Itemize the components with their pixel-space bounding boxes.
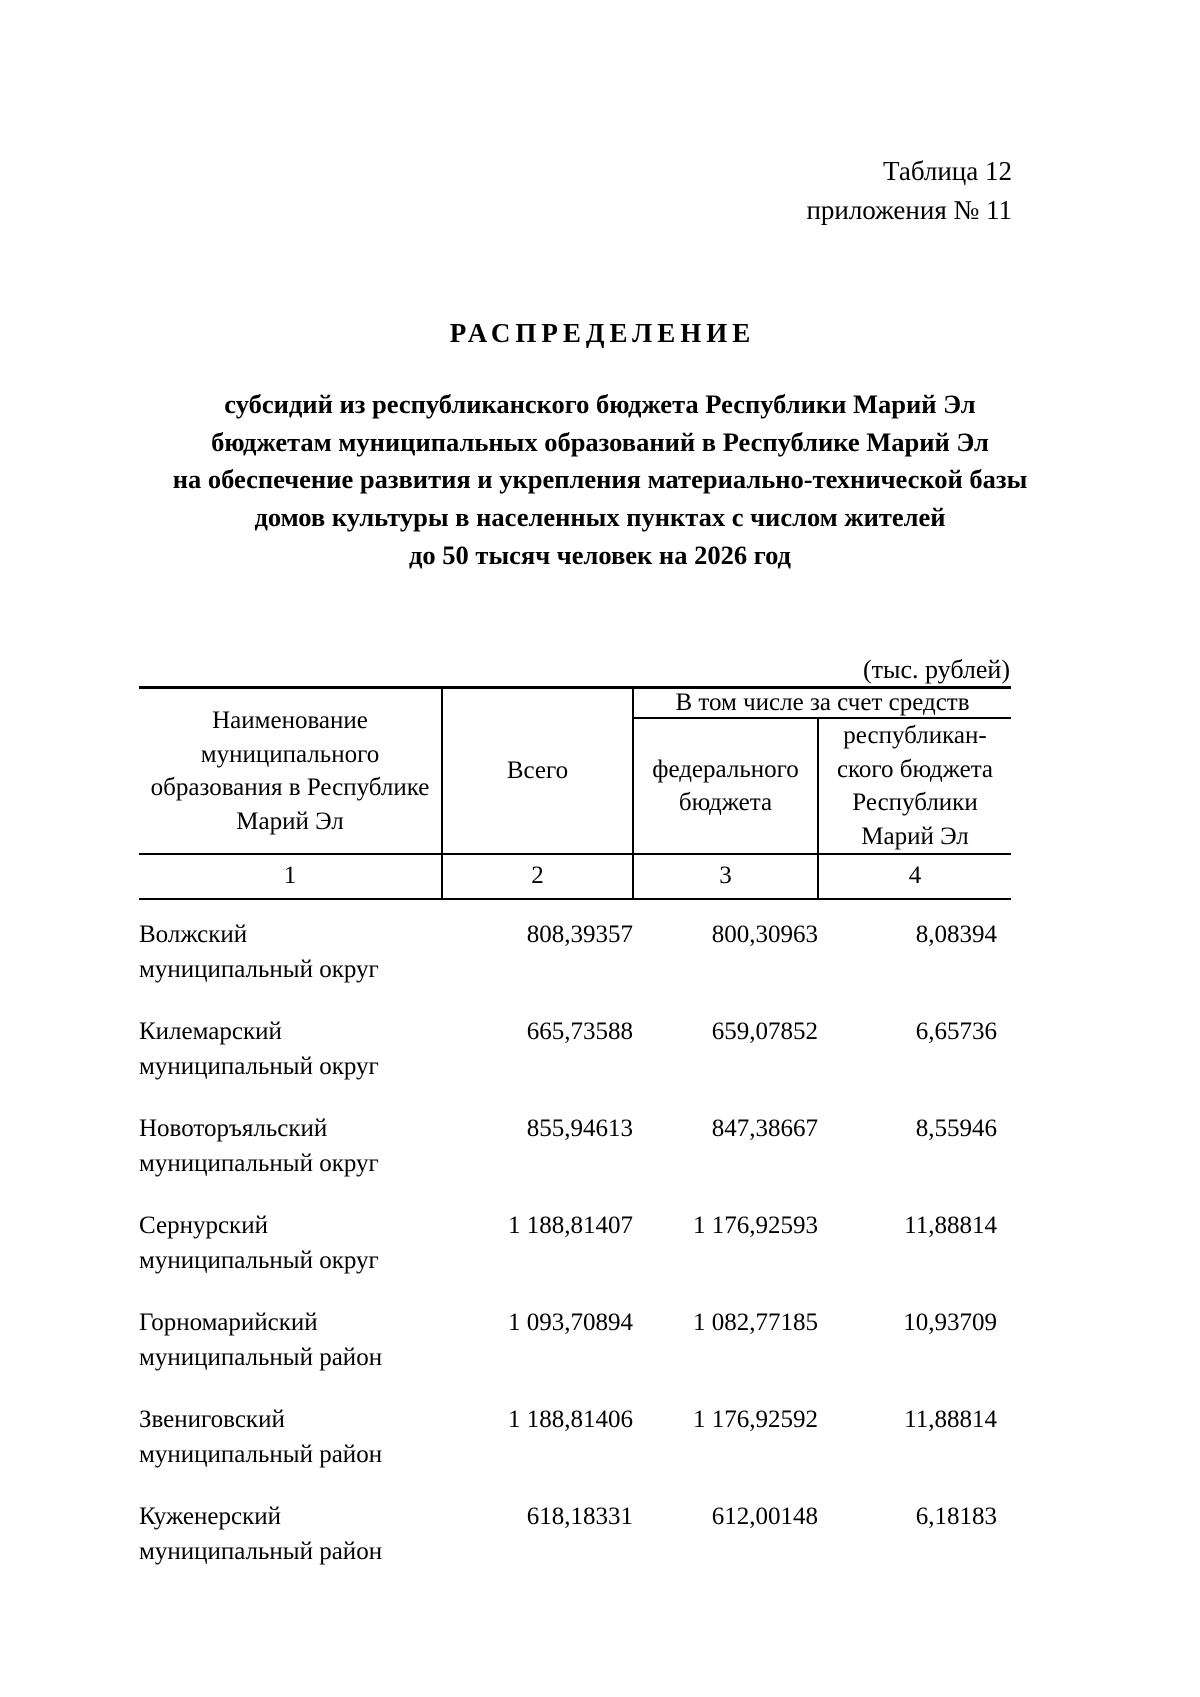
distribution-table-wrapper <box>139 686 1011 1579</box>
row-federal-value: 847,38667 <box>711 1115 818 1142</box>
header-municipality-line-4: Марий Эл <box>236 807 344 835</box>
table-head <box>139 688 1011 900</box>
municipality-name-line-1: Горномарийский <box>139 1309 318 1336</box>
row-municipality-name <box>139 1094 442 1191</box>
municipality-name-line-2: муниципальный район <box>139 1440 383 1468</box>
municipality-name-line-2: муниципальный округ <box>139 955 379 983</box>
header-republican-line-3: Республики <box>852 789 978 816</box>
header-municipality-line-3: образования в Республике <box>150 774 430 801</box>
header-municipality-line-2: муниципального <box>200 740 380 768</box>
row-republican-value: 11,88814 <box>904 1212 997 1239</box>
header-row-top <box>139 688 1011 719</box>
row-total-value: 1 188,81406 <box>508 1406 633 1433</box>
header-municipality-line-1: Наименование <box>212 707 368 734</box>
row-municipality-name <box>139 899 442 997</box>
header-republican-line-1: республикан- <box>843 722 987 749</box>
table-row <box>139 1191 1011 1288</box>
row-municipality-name <box>139 1288 442 1385</box>
page-title: РАСПРЕДЕЛЕНИЕ <box>449 318 756 348</box>
row-total-value: 1 093,70894 <box>508 1309 633 1336</box>
row-republican-value: 6,65736 <box>915 1018 997 1045</box>
row-republican-value: 8,08394 <box>915 921 997 948</box>
municipality-name-line-1: Куженерский <box>139 1503 281 1530</box>
row-republican-value: 6,18183 <box>915 1503 997 1530</box>
row-republican-value: 10,93709 <box>903 1309 997 1336</box>
column-number-3: 3 <box>633 854 818 899</box>
row-federal-value: 800,30963 <box>711 921 818 948</box>
municipality-name-line-2: муниципальный округ <box>139 1149 379 1177</box>
row-total-value: 1 188,81407 <box>508 1212 633 1239</box>
row-federal-value: 659,07852 <box>711 1018 818 1045</box>
municipality-name-line-1: Волжский <box>139 921 248 948</box>
table-row <box>139 997 1011 1094</box>
header-republican-line-2: ского бюджета <box>836 755 994 783</box>
municipality-name-line-1: Килемарский <box>139 1018 282 1045</box>
table-body <box>139 899 1011 1579</box>
column-number-2: 2 <box>442 854 633 899</box>
table-number: Таблица 12 <box>883 156 1012 186</box>
subtitle-line-2: бюджетам муниципальных образований в Республике Марий Эл <box>211 426 989 457</box>
header-total: Всего <box>442 688 633 855</box>
row-total-value: 808,39357 <box>526 921 633 948</box>
row-total-value: 665,73588 <box>526 1018 633 1045</box>
header-municipality <box>139 688 442 855</box>
row-federal-value: 612,00148 <box>711 1503 818 1530</box>
appendix-number: приложения № 11 <box>806 195 1012 226</box>
municipality-name-line-2: муниципальный округ <box>139 1246 379 1274</box>
header-federal-line-2: бюджета <box>678 789 773 816</box>
subtitle-line-5: до 50 тысяч человек на 2026 год <box>409 539 791 570</box>
municipality-name-line-1: Сернурский <box>139 1212 268 1239</box>
row-total-value: 618,18331 <box>526 1503 633 1530</box>
municipality-name-line-1: Звениговский <box>139 1406 285 1433</box>
table-row <box>139 899 1011 997</box>
row-federal-value: 1 082,77185 <box>693 1309 818 1336</box>
header-federal-budget <box>633 718 818 854</box>
subtitle-line-4: домов культуры в населенных пунктах с числом жителей <box>254 501 946 532</box>
table-row <box>139 1288 1011 1385</box>
header-republican-budget <box>818 718 1011 854</box>
distribution-table <box>139 686 1011 1579</box>
row-municipality-name <box>139 1385 442 1482</box>
column-number-4: 4 <box>818 854 1011 899</box>
row-municipality-name <box>139 1482 442 1579</box>
municipality-name-line-2: муниципальный округ <box>139 1052 379 1080</box>
table-row <box>139 1385 1011 1482</box>
row-municipality-name <box>139 997 442 1094</box>
subtitle-line-3: на обеспечение развития и укрепления материально-технической базы <box>172 464 1028 495</box>
row-republican-value: 11,88814 <box>904 1406 997 1433</box>
row-republican-value: 8,55946 <box>915 1115 997 1142</box>
subtitle-line-1: субсидий из республиканского бюджета Республики Марий Эл <box>224 389 976 419</box>
header-federal-line-1: федерального <box>652 755 799 783</box>
column-number-1: 1 <box>139 854 442 899</box>
row-total-value: 855,94613 <box>526 1115 633 1142</box>
row-federal-value: 1 176,92593 <box>693 1212 818 1239</box>
municipality-name-line-2: муниципальный район <box>139 1343 383 1371</box>
header-group-sources: В том числе за счет средств <box>633 688 1011 719</box>
table-row <box>139 1482 1011 1579</box>
municipality-name-line-2: муниципальный район <box>139 1537 383 1565</box>
page-subtitle <box>0 386 1200 574</box>
municipality-name-line-1: Новоторъяльский <box>139 1115 328 1142</box>
document-reference <box>806 152 1012 230</box>
table-row <box>139 1094 1011 1191</box>
row-federal-value: 1 176,92592 <box>693 1406 818 1433</box>
header-republican-line-4: Марий Эл <box>861 822 969 850</box>
row-municipality-name <box>139 1191 442 1288</box>
units-note: (тыс. рублей) <box>862 655 1010 684</box>
column-number-row <box>139 854 1011 899</box>
